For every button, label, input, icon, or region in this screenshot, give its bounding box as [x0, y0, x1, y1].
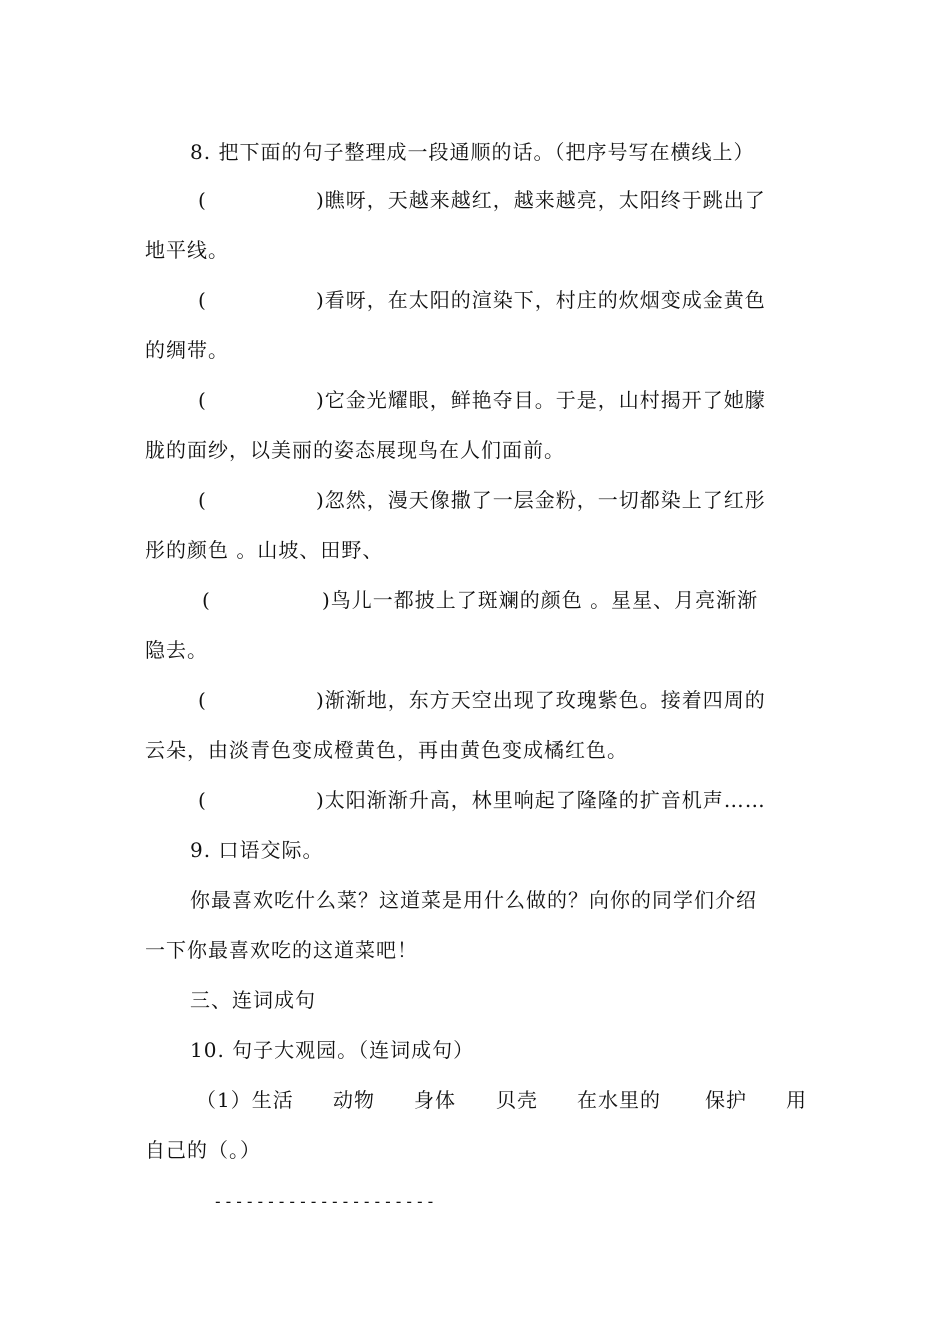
q8-item-text: )太阳渐渐升高，林里响起了隆隆的扩音机声……	[316, 788, 766, 812]
q8-item-text: )看呀，在太阳的渲染下，村庄的炊烟变成金黄色	[316, 288, 766, 312]
q8-item-6-cont: 云朵，由淡青色变成橙黄色，再由黄色变成橘红色。	[145, 738, 628, 762]
q10-sub-1-cont: 自己的（。）	[145, 1138, 261, 1162]
section-3-title: 三、连词成句	[190, 988, 316, 1012]
q8-item-3-cont: 胧的面纱，以美丽的姿态展现鸟在人们面前。	[145, 438, 565, 462]
q8-item-text: )瞧呀，天越来越红，越来越亮，太阳终于跳出了	[316, 188, 766, 212]
question-10-title: 10. 句子大观园。（连词成句）	[190, 1038, 475, 1062]
question-9-title: 9. 口语交际。	[190, 838, 324, 862]
question-8-title: 8. 把下面的句子整理成一段通顺的话。（把序号写在横线上）	[190, 140, 755, 164]
answer-paren[interactable]: (	[198, 688, 207, 712]
question-9-text-line-1: 你最喜欢吃什么菜？这道菜是用什么做的？向你的同学们介绍	[190, 888, 757, 912]
answer-paren[interactable]: (	[198, 788, 207, 812]
answer-paren[interactable]: (	[198, 488, 207, 512]
q8-item-2-cont: 的绸带。	[145, 338, 229, 362]
word-chip: 动物	[333, 1088, 375, 1112]
q8-item-text: )鸟儿一都披上了斑斓的颜色 。星星、月亮渐渐	[322, 588, 759, 612]
q8-item-1-cont: 地平线。	[145, 238, 229, 262]
question-9-text-line-2: 一下你最喜欢吃的这道菜吧！	[145, 938, 418, 962]
answer-paren[interactable]: (	[198, 188, 207, 212]
q8-item-4-cont: 彤的颜色 。山坡、田野、	[145, 538, 384, 562]
word-chip: 身体	[414, 1088, 456, 1112]
word-chip: 在水里的	[577, 1088, 661, 1112]
word-chip: 贝壳	[496, 1088, 538, 1112]
q8-item-text: )它金光耀眼，鲜艳夺目。于是，山村揭开了她朦	[316, 388, 766, 412]
answer-paren[interactable]: (	[198, 288, 207, 312]
q10-sub-1-prefix: （1）生活	[196, 1088, 294, 1112]
q8-item-text: )忽然，漫天像撒了一层金粉，一切都染上了红彤	[316, 488, 766, 512]
word-chip: 用	[786, 1088, 807, 1112]
q8-item-5-cont: 隐去。	[145, 638, 208, 662]
word-chip: 保护	[705, 1088, 747, 1112]
answer-line[interactable]: ---------------------	[213, 1192, 437, 1211]
answer-paren[interactable]: (	[198, 388, 207, 412]
answer-paren[interactable]: (	[202, 588, 211, 612]
q8-item-text: )渐渐地，东方天空出现了玫瑰紫色。接着四周的	[316, 688, 766, 712]
